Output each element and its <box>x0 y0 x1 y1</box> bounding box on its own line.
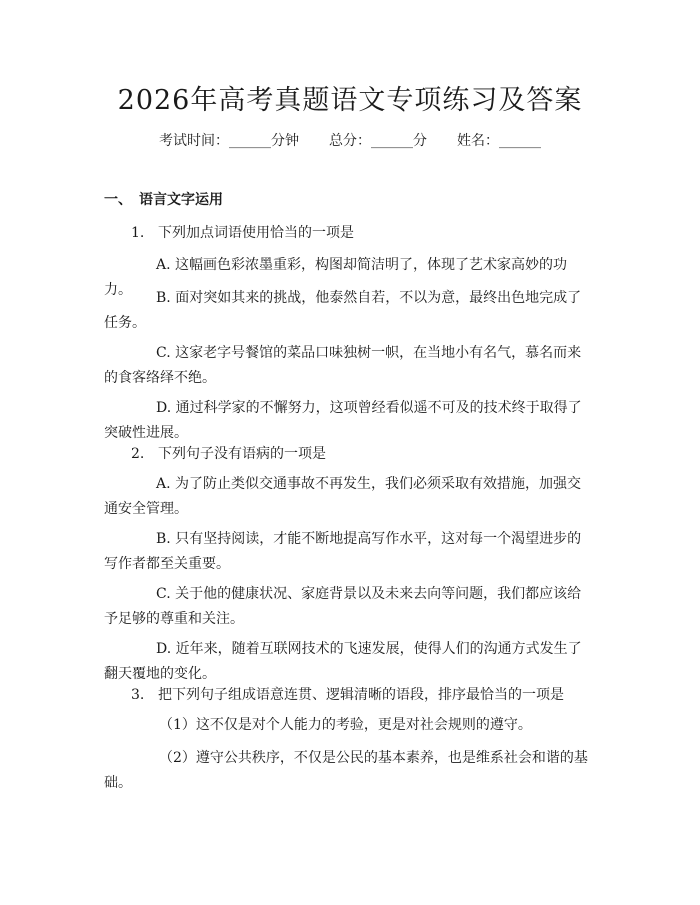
question-2-stem <box>131 443 326 465</box>
question-number: 2. <box>131 446 145 462</box>
question-text: 把下列句子组成语意连贯、逻辑清晰的语段，排序最恰当的一项是 <box>158 687 564 703</box>
question-number: 1. <box>131 225 145 241</box>
page-title: 2026年高考真题语文专项练习及答案 <box>117 85 583 116</box>
question-2-option-c: C. 关于他的健康状况、家庭背景以及未来去向等问题，我们都应该给予足够的尊重和关注。 <box>104 586 582 627</box>
exam-time-field: 考试时间：______分钟 <box>159 133 299 149</box>
question-1-option-a: A. 这幅画色彩浓墨重彩，构图却简洁明了，体现了艺术家高妙的功力。 <box>104 257 568 298</box>
question-1-option-b: B. 面对突如其来的挑战，他泰然自若，不以为意，最终出色地完成了任务。 <box>104 290 582 331</box>
section-label: 语言文字运用 <box>139 192 223 208</box>
question-text: 下列句子没有语病的一项是 <box>158 446 326 462</box>
student-name-field: 姓名：______ <box>457 133 541 149</box>
question-2-option-a: A. 为了防止类似交通事故不再发生，我们必须采取有效措施，加强交通安全管理。 <box>104 476 582 517</box>
question-number: 3. <box>131 687 145 703</box>
question-1-option-d: D. 通过科学家的不懈努力，这项曾经看似遥不可及的技术终于取得了突破性进展。 <box>104 400 582 441</box>
question-2-option-b: B. 只有坚持阅读，才能不断地提高写作水平，这对每一个渴望进步的写作者都至关重要。 <box>104 531 582 572</box>
question-3-stem <box>131 684 564 706</box>
section-number: 一、 <box>104 192 132 208</box>
question-3-sentence-1: （1）这不仅是对个人能力的考验，更是对社会规则的遵守。 <box>159 717 532 733</box>
question-2-option-d: D. 近年来，随着互联网技术的飞速发展，使得人们的沟通方式发生了翻天覆地的变化。 <box>104 641 582 682</box>
question-1-stem <box>131 222 354 244</box>
total-score-field: 总分：______分 <box>329 133 427 149</box>
question-1-option-c: C. 这家老字号餐馆的菜品口味独树一帜，在当地小有名气，慕名而来的食客络绎不绝。 <box>104 345 582 386</box>
question-text: 下列加点词语使用恰当的一项是 <box>158 225 354 241</box>
section-heading <box>104 189 223 211</box>
exam-meta <box>0 130 700 152</box>
question-3-sentence-2: （2）遵守公共秩序，不仅是公民的基本素养，也是维系社会和谐的基础。 <box>104 750 588 791</box>
